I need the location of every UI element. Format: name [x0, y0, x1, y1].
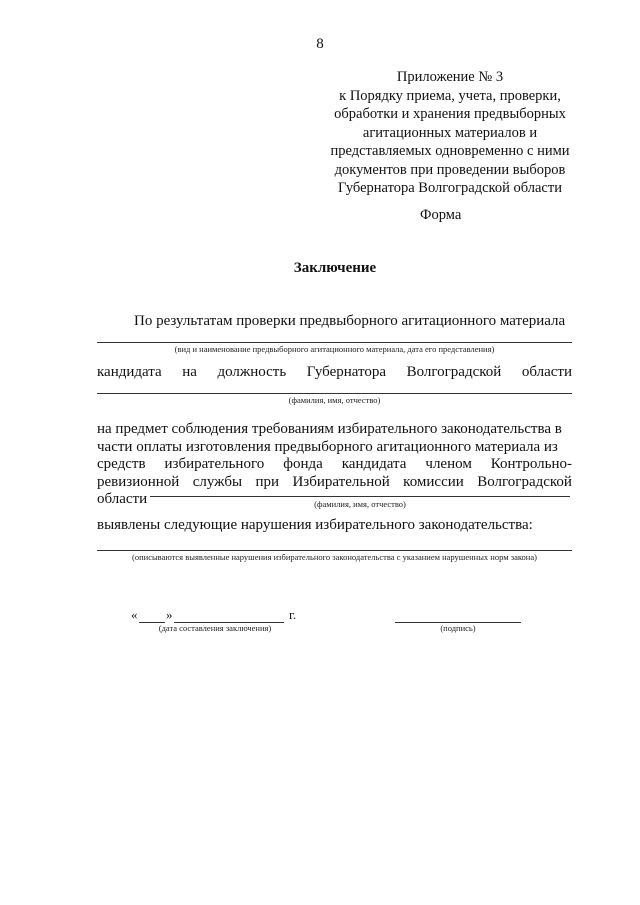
- form-label: Форма: [420, 207, 462, 223]
- paragraph-line: средств избирательного фонда кандидата членом Контрольно-: [97, 456, 572, 473]
- paragraph-line: ревизионной службы при Избирательной комиссии Волгоградской: [97, 473, 572, 490]
- candidate-word: Губернатора: [306, 364, 387, 380]
- paragraph-line: области: [97, 491, 148, 508]
- appendix-line: представляемых одновременно с ними: [330, 143, 570, 159]
- candidate-fio-fill-line[interactable]: [97, 393, 572, 394]
- paragraph-line: части оплаты изготовления предвыборного агитационного материала из: [97, 438, 558, 455]
- document-title: Заключение: [293, 260, 377, 276]
- candidate-word: на: [182, 364, 197, 380]
- material-fill-line[interactable]: [97, 342, 572, 343]
- appendix-line: документов при проведении выборов: [334, 161, 566, 178]
- appendix-line: обработки и хранения предвыборных: [334, 106, 566, 122]
- year-suffix: г.: [289, 607, 297, 622]
- signature-caption: (подпись): [440, 623, 476, 633]
- appendix-line: Губернатора Волгоградской области: [338, 180, 562, 196]
- candidate-word: кандидата: [97, 364, 162, 380]
- fio-caption-2: (фамилия, имя, отчество): [314, 499, 406, 509]
- appendix-line: агитационных материалов и: [362, 124, 538, 141]
- candidate-word: должность: [217, 364, 287, 380]
- material-caption: (вид и наименование предвыборного агитационного материала, дата его представления): [174, 344, 495, 354]
- appendix-line: Приложение № 3: [396, 69, 504, 85]
- paragraph-line: на предмет соблюдения требованиям избирательного законодательства в: [97, 421, 562, 437]
- date-open-quote: «: [131, 607, 138, 622]
- date-close-quote: »: [166, 607, 173, 622]
- candidate-line: [97, 364, 572, 381]
- candidate-word: области: [521, 364, 572, 380]
- member-fio-fill-line[interactable]: [150, 496, 570, 497]
- violations-fill-line[interactable]: [97, 550, 572, 551]
- date-caption: (дата составления заключения): [158, 623, 272, 633]
- violations-caption: (описываются выявленные нарушения избирательного законодательства с указанием нарушенных норм закона): [132, 552, 537, 562]
- intro-text: По результатам проверки предвыборного агитационного материала: [134, 313, 566, 329]
- violations-text: выявлены следующие нарушения избирательного законодательства:: [97, 517, 533, 533]
- fio-caption-1: (фамилия, имя, отчество): [288, 395, 381, 405]
- appendix-line: к Порядку приема, учета, проверки,: [339, 87, 561, 104]
- candidate-word: Волгоградской: [406, 364, 502, 380]
- appendix-block: [300, 68, 600, 198]
- page-number: 8: [316, 36, 324, 52]
